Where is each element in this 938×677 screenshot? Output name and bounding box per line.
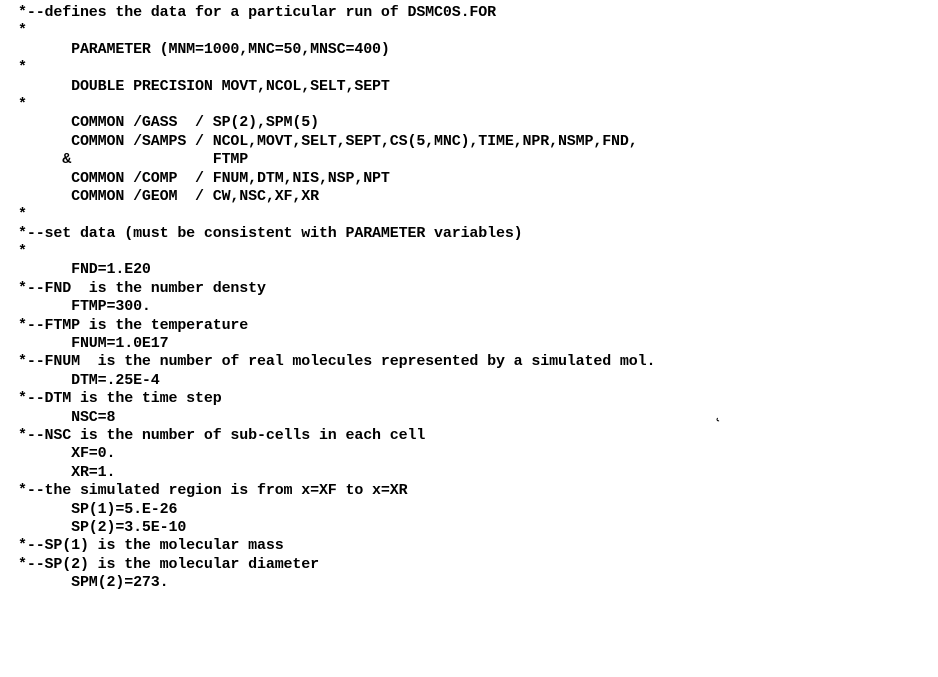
code-line: *--FND is the number densty [18,279,266,297]
code-line: COMMON /SAMPS / NCOL,MOVT,SELT,SEPT,CS(5,MNC),TIME,NPR,NSMP,FND, [18,132,638,150]
stray-mark: ʿ [713,415,726,433]
code-line: NSC=8 [18,408,116,426]
code-line: *--SP(1) is the molecular mass [18,537,284,555]
code-line: COMMON /COMP / FNUM,DTM,NIS,NSP,NPT [18,169,390,187]
code-line: & FTMP [18,151,249,169]
code-line: * [18,59,27,77]
code-line: *--defines the data for a particular run of DSMC0S.FOR [18,4,496,21]
code-line: COMMON /GASS / SP(2),SPM(5) [18,114,319,132]
code-line: *--NSC is the number of sub-cells in each cell [18,426,426,444]
code-line: *--SP(2) is the molecular diameter [18,555,319,573]
code-line: * [18,206,27,224]
code-line: COMMON /GEOM / CW,NSC,XF,XR [18,187,319,205]
code-line: FND=1.E20 [18,261,151,279]
code-line: *--set data (must be consistent with PARAMETER variables) [18,224,523,242]
code-line: SP(1)=5.E-26 [18,500,178,518]
code-line: XF=0. [18,445,116,463]
code-line: FTMP=300. [18,298,151,316]
code-line: * [18,22,27,40]
code-line: PARAMETER (MNM=1000,MNC=50,MNSC=400) [18,40,390,58]
code-line: *--DTM is the time step [18,390,222,408]
code-line: FNUM=1.0E17 [18,335,169,353]
code-line: * [18,95,27,113]
code-line: SP(2)=3.5E-10 [18,518,187,536]
code-line: *--the simulated region is from x=XF to x=XR [18,482,408,500]
code-line: SPM(2)=273. [18,574,169,592]
code-line: DOUBLE PRECISION MOVT,NCOL,SELT,SEPT [18,77,390,95]
code-line: DTM=.25E-4 [18,371,160,389]
code-line: * [18,243,27,261]
code-line: XR=1. [18,463,116,481]
code-line: *--FNUM is the number of real molecules represented by a simulated mol. [18,353,656,371]
code-line: *--FTMP is the temperature [18,316,249,334]
code-listing [18,4,928,593]
